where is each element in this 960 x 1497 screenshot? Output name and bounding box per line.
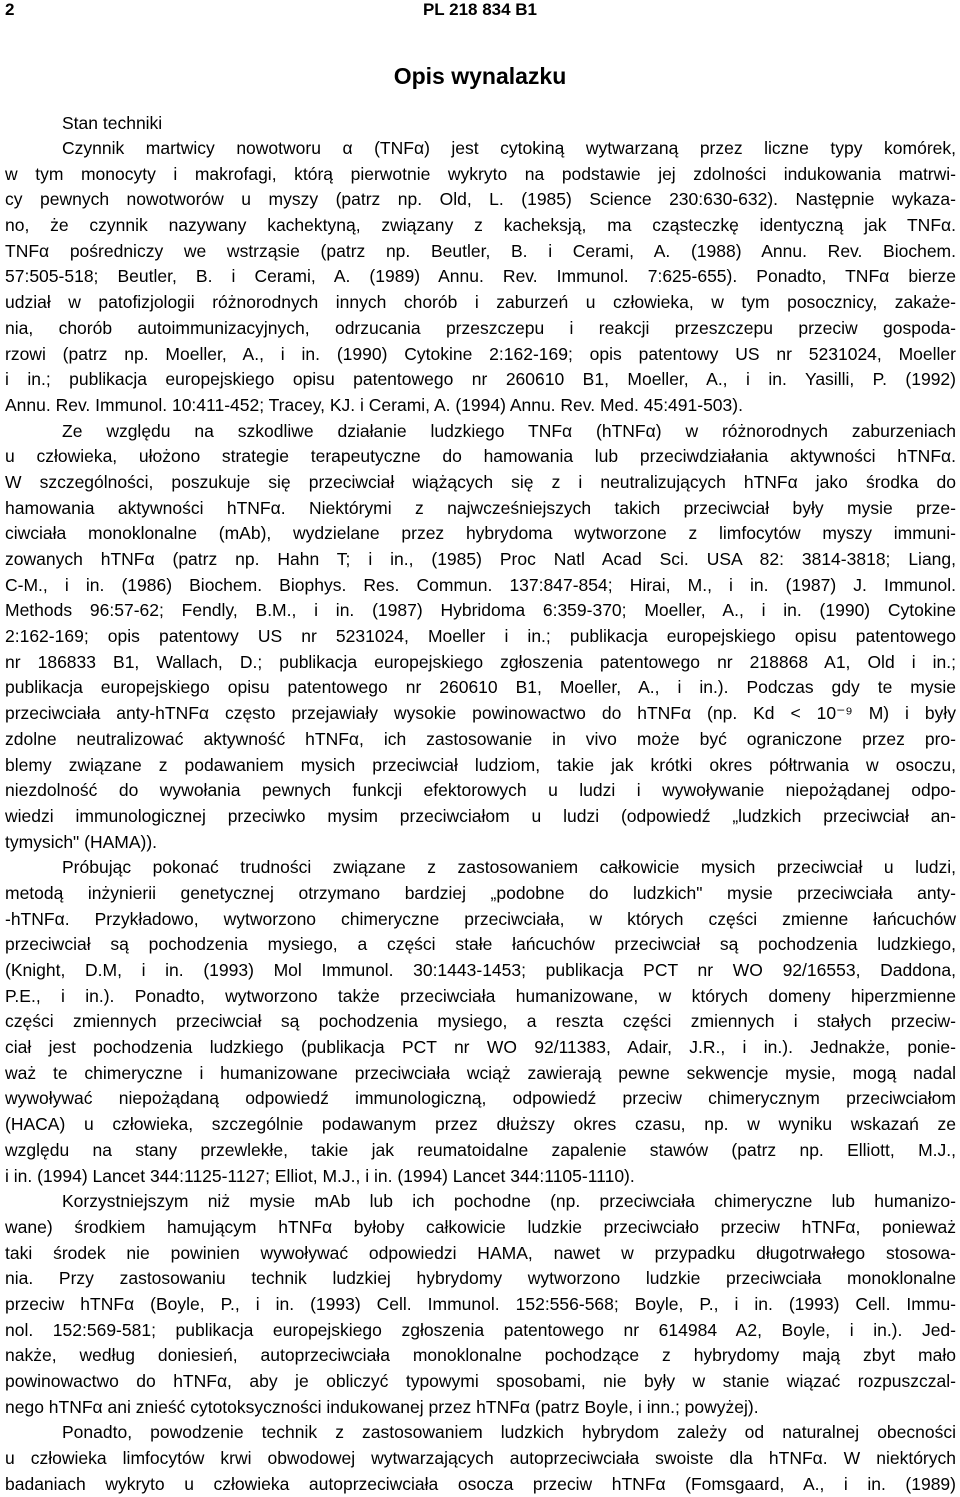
text-line: Ponadto, powodzenie technik z zastosowaniem ludzkich hybrydom zależy od naturalnej obecności [62, 1422, 956, 1443]
text-line: nia, chorób autoimmunizacyjnych, odrzucania przeszczepu i reakcji przeszczepu przeciw gospoda- [5, 317, 956, 338]
text-line: nia. Przy zastosowaniu technik ludzkiej hybrydomy wytworzono ludzkie przeciwciała monoklonalne [5, 1268, 956, 1289]
text-line: waż te chimeryczne i humanizowane przeciwciała wciąż zawierają pewne sekwencje mysie, mogą nadal [5, 1062, 956, 1083]
text-line: badaniach wykryto u człowieka autoprzeciwciała osocza przeciw hTNFα (Fomsgaard, A., i in. (1989) [5, 1473, 956, 1494]
text-line: 2:162-169; opis patentowy US nr 5231024, Moeller i in.; publikacja europejskiego opisu patentowego [5, 626, 956, 647]
text-line: przeciwciał są pochodzenia mysiego, a części stałe łańcuchów przeciwciał są pochodzenia ludzkiego, [5, 934, 956, 955]
text-line: wiedzi immunologicznej przeciwko mysim przeciwciałom u ludzi (odpowiedź „ludzkich przeciwciał an- [5, 805, 956, 826]
text-line: wane) środkiem hamującym hTNFα byłoby całkowicie ludzkie przeciwciało przeciw hTNFα, ponieważ [5, 1216, 956, 1237]
text-line: (HACA) u człowieka, szczególnie podawanym przez dłuższy okres czasu, np. w wyniku wskazań ze [5, 1114, 956, 1135]
text-line: udział w patofizjologii różnorodnych innych chorób i zaburzeń u człowieka, w tym posocznicy, zakaże- [5, 292, 956, 313]
text-line: metodą inżynierii genetycznej otrzymano bardziej „podobne do ludzkich" mysie przeciwciała anty- [5, 882, 956, 903]
text-line: przeciwciała anty-hTNFα często przejawiały wysokie powinowactwo do hTNFα (np. Kd < 10⁻⁹ M) i były [5, 703, 956, 724]
text-line: tymysich" (HAMA)). [5, 831, 158, 852]
text-line: publikacja europejskiego opisu patentowego nr 260610 B1, Moeller, A., i in.). Podczas gdy te mysie [5, 677, 956, 698]
text-line: 57:505-518; Beutler, B. i Cerami, A. (1989) Annu. Rev. Immunol. 7:625-655). Ponadto, TNFα bierze [5, 266, 956, 287]
text-line: TNFα pośredniczy we wstrząsie (patrz np. Beutler, B. i Cerami, A. (1988) Annu. Rev. Biochem. [5, 240, 956, 261]
text-line: nego hTNFα ani znieść cytotoksyczności indukowanej przez hTNFα (patrz Boyle, i inn.; powyżej). [5, 1396, 759, 1417]
text-line: nr 186833 B1, Wallach, D.; publikacja europejskiego zgłoszenia patentowego nr 218868 A1, Old i in.; [5, 651, 956, 672]
text-line: W szczególności, poszukuje się przeciwciał wiążących się z i neutralizujących hTNFα jako środka do [5, 471, 956, 492]
text-line: i in.; publikacja europejskiego opisu patentowego nr 260610 B1, Moeller, A., i in. Yasilli, P. (1992) [5, 369, 956, 390]
text-line: niezdolność do wywołania pewnych funkcji efektorowych u ludzi i wywoływanie niepożądanej odpo- [5, 780, 956, 801]
text-line: zowanych hTNFα (patrz np. Hahn T; i in., (1985) Proc Natl Acad Sci. USA 82: 3814-3818; Liang, [5, 549, 956, 569]
text-line: względu na stany przewlekłe, takie jak reumatoidalne zapalenie stawów (patrz np. Elliott, M.J., [5, 1139, 956, 1160]
text-line: Korzystniejszym niż mysie mAb lub ich pochodne (np. przeciwciała chimeryczne lub humanizo- [62, 1191, 956, 1212]
body-text [5, 136, 956, 1497]
text-line: Próbując pokonać trudności związane z zastosowaniem całkowicie mysich przeciwciał u ludzi, [62, 857, 956, 878]
text-line: przeciw hTNFα (Boyle, P., i in. (1993) Cell. Immunol. 152:556-568; Boyle, P., i in. (1993) Cell. Immu- [5, 1293, 956, 1314]
text-line: wywoływać niepożądaną odpowiedź immunologiczną, odpowiedź przeciw chimerycznym przeciwciałom [5, 1088, 956, 1109]
document-title: Opis wynalazku [393, 63, 567, 89]
text-line: ciał jest pochodzenia ludzkiego (publikacja PCT nr WO 92/11383, Adair, J.R., i in.). Jednakże, ponie- [5, 1037, 956, 1058]
text-line: blemy związane z podawaniem mysich przeciwciał ludziom, takie jak krótki okres półtrwania w osoczu, [5, 754, 956, 775]
text-line: -hTNFα. Przykładowo, wytworzono chimeryczne przeciwciała, w których części zmienne łańcuchów [5, 908, 956, 929]
text-line: taki środek nie powinien wywoływać odpowiedzi HAMA, nawet w przypadku długotrwałego stosowa- [5, 1242, 956, 1263]
text-line: nakże, według doniesień, autoprzeciwciała monoklonalne pochodzące z hybrydomy mają zbyt mało [5, 1345, 956, 1366]
patent-id: PL 218 834 B1 [422, 0, 538, 19]
text-line: u człowieka limfocytów krwi obwodowej wytwarzających autoprzeciwciała swoiste dla hTNFα. W niektórych [5, 1448, 956, 1469]
text-line: P.E., i in.). Ponadto, wytworzono także przeciwciała humanizowane, w których domeny hiperzmienne [5, 985, 956, 1006]
text-line: no, że czynnik nazywany kachektyną, związany z kacheksją, ma cząsteczkę identyczną jak TNFα. [5, 215, 956, 236]
text-line: Czynnik martwicy nowotworu α (TNFα) jest cytokiną wytwarzaną przez liczne typy komórek, [62, 138, 956, 158]
text-line: ciwciała monoklonalne (mAb), wydzielane przez hybrydoma wytworzone z limfocytów myszy immuni- [5, 523, 956, 544]
text-line: cy pewnych nowotworów u myszy (patrz np. Old, L. (1985) Science 230:630-632). Następnie wykaza- [5, 189, 956, 210]
section-heading: Stan techniki [62, 113, 163, 133]
text-line: u człowieka, ułożono strategie terapeutyczne do hamowania lub przeciwdziałania aktywności hTNFα. [5, 446, 956, 467]
text-line: nol. 152:569-581; publikacja europejskiego zgłoszenia patentowego nr 614984 A2, Boyle, i in.). Jed- [5, 1319, 956, 1340]
text-line: Ze względu na szkodliwe działanie ludzkiego TNFα (hTNFα) w różnorodnych zaburzeniach [62, 420, 956, 441]
text-line: powinowactwo do hTNFα, aby je obliczyć typowymi sposobami, nie były w stanie wiązać rozpuszczal- [5, 1371, 956, 1391]
text-line: rzowi (patrz np. Moeller, A., i in. (1990) Cytokine 2:162-169; opis patentowy US nr 5231024, Moeller [5, 343, 956, 364]
text-line: Annu. Rev. Immunol. 10:411-452; Tracey, KJ. i Cerami, A. (1994) Annu. Rev. Med. 45:491-503). [5, 394, 743, 415]
text-line: zdolne neutralizować aktywność hTNFα, ich zastosowanie in vivo może być ograniczone przez pro- [5, 728, 956, 749]
text-line: części zmiennych przeciwciał są pochodzenia mysiego, a reszta części zmiennych i stałych przeciw- [5, 1011, 956, 1032]
text-line: C-M., i in. (1986) Biochem. Biophys. Res. Commun. 137:847-854; Hirai, M., i in. (1987) J. Immunol. [5, 574, 956, 595]
text-line: hamowania aktywności hTNFα. Niektórymi z najwcześniejszych takich przeciwciał były mysie prze- [5, 497, 956, 518]
text-line: i in. (1994) Lancet 344:1125-1127; Elliot, M.J., i in. (1994) Lancet 344:1105-1110). [5, 1165, 635, 1186]
text-line: w tym monocyty i makrofagi, którą pierwotnie wykryto na podstawie jej zdolności indukowania matrwi- [5, 163, 956, 184]
text-line: Methods 96:57-62; Fendly, B.M., i in. (1987) Hybridoma 6:359-370; Moeller, A., i in. (1990) Cytokine [5, 600, 956, 621]
page-number: 2 [5, 0, 15, 19]
text-line: (Knight, D.M, i in. (1993) Mol Immunol. 30:1443-1453; publikacja PCT nr WO 92/16553, Daddona, [5, 960, 956, 980]
